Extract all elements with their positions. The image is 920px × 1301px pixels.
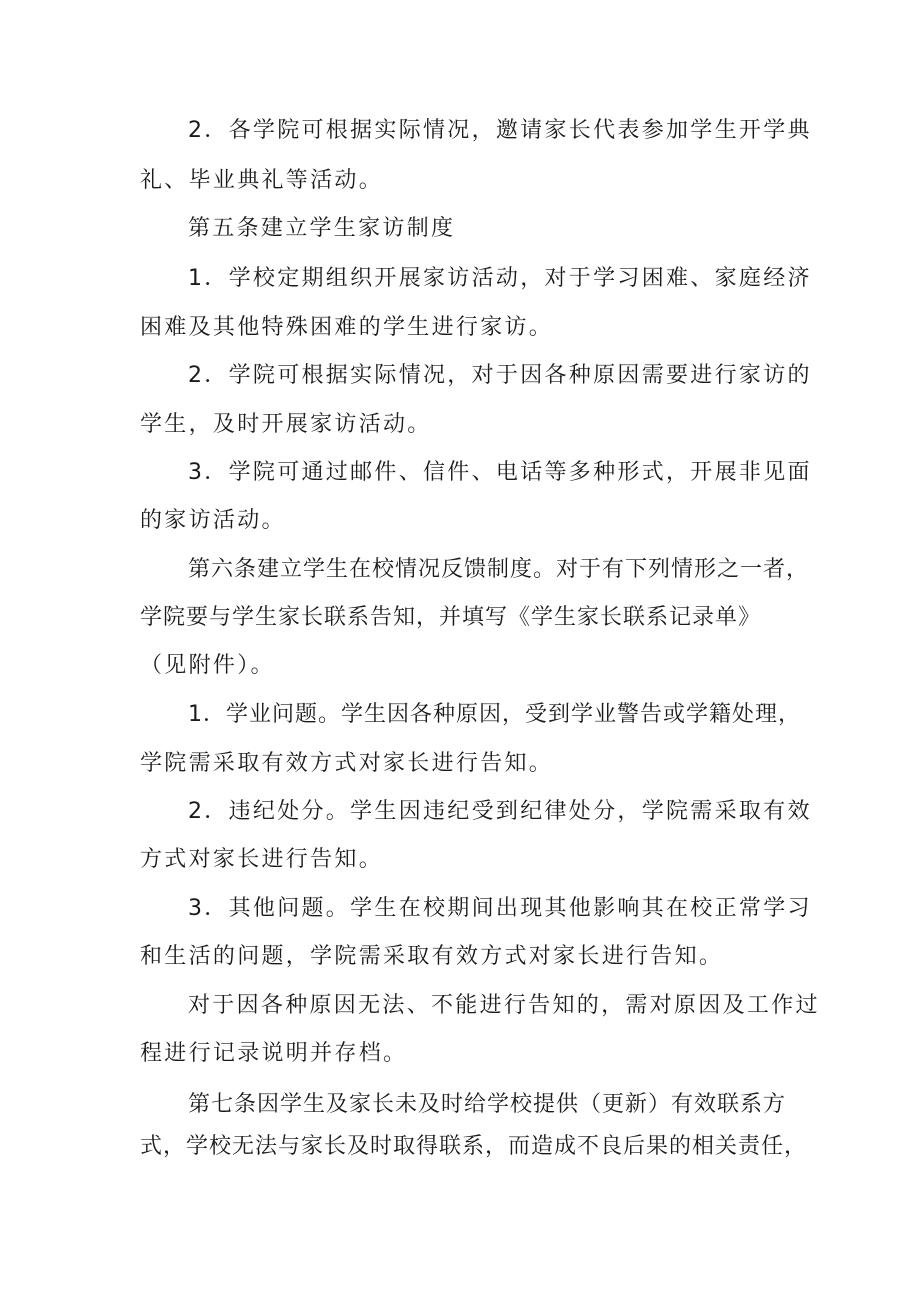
paragraph-line: 方式对家长进行告知。 <box>140 847 384 872</box>
paragraph-line: 程进行记录说明并存档。 <box>140 1041 408 1066</box>
paragraph-line: 2．学院可根据实际情况，对于因各种原因需要进行家访的 <box>188 363 812 388</box>
paragraph-line: 对于因各种原因无法、不能进行告知的，需对原因及工作过 <box>188 993 820 1018</box>
paragraph-line: 学院要与学生家长联系告知，并填写《学生家长联系记录单》 <box>140 605 762 630</box>
paragraph-line: 3．其他问题。学生在校期间出现其他影响其在校正常学习 <box>188 896 812 921</box>
paragraph-line: 1．学业问题。学生因各种原因，受到学业警告或学籍处理， <box>188 702 801 727</box>
paragraph-line: 2．违纪处分。学生因违纪受到纪律处分，学院需采取有效 <box>188 799 812 824</box>
paragraph-line: 学生，及时开展家访活动。 <box>140 412 432 437</box>
paragraph-line: 礼、毕业典礼等活动。 <box>140 168 384 193</box>
section-heading: 第五条建立学生家访制度 <box>188 216 456 241</box>
paragraph-line: 1．学校定期组织开展家访活动，对于学习困难、家庭经济 <box>188 266 812 291</box>
paragraph-line: 的家访活动。 <box>140 508 286 533</box>
paragraph-line: （见附件）。 <box>140 653 275 678</box>
paragraph-line: 3．学院可通过邮件、信件、电话等多种形式，开展非见面 <box>188 460 812 485</box>
paragraph-line: 困难及其他特殊困难的学生进行家访。 <box>140 315 554 340</box>
paragraph-line: 第六条建立学生在校情况反馈制度。对于有下列情形之一者， <box>188 557 810 582</box>
paragraph-line: 和生活的问题，学院需采取有效方式对家长进行告知。 <box>140 944 724 969</box>
paragraph-line: 第七条因学生及家长未及时给学校提供（更新）有效联系方 <box>188 1092 787 1117</box>
paragraph-line: 学院需采取有效方式对家长进行告知。 <box>140 751 554 776</box>
paragraph-line: 式，学校无法与家长及时取得联系，而造成不良后果的相关责任， <box>140 1134 808 1159</box>
paragraph-line: 2．各学院可根据实际情况，邀请家长代表参加学生开学典 <box>188 118 812 143</box>
